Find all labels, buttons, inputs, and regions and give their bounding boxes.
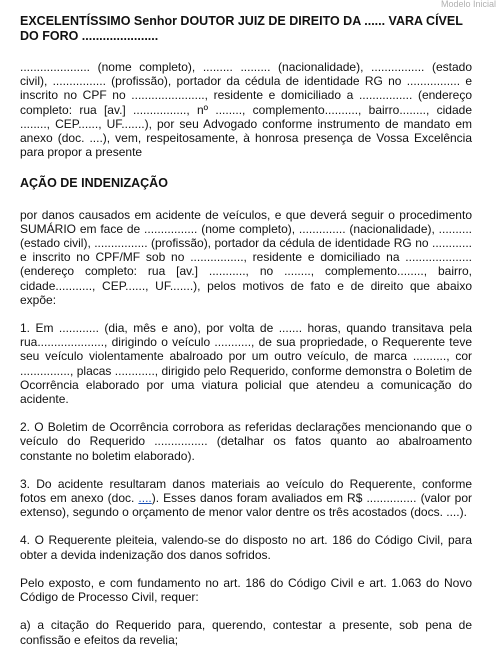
document-reference-link[interactable]: .... — [138, 491, 152, 506]
fact-paragraph-3-end: ). Esses danos foram avaliados em R$ ............... (valor por extenso), segundo o orçamento de menor valor dentre os três acostados (docs. ....). — [20, 491, 473, 520]
corner-watermark: Modelo Inicial — [440, 0, 496, 9]
fact-paragraph-1: 1. Em ............ (dia, mês e ano), por volta de ....... horas, quando transitava pela rua...................., dirigindo o veículo ..........., de sua propriedade, o Requerente teve seu veículo violentamente abalroado por um outro veículo, de marca .........., cor ..............., placas ............, dirigido pelo Requerido, conforme demonstra o Boletim de Ocorrência elaborado por uma viatura policial que atendeu a comunicação do acidente. — [20, 321, 472, 407]
request-item-a: a) a citação do Requerido para, querendo, contestar a presente, sob pena de confissão e efeitos da revelia; — [20, 618, 472, 647]
fact-paragraph-3-start: 3. Do acidente resultaram danos materiais ao veículo do Requerente, conforme fotos em anexo (doc. — [20, 476, 472, 506]
fact-paragraph-2: 2. O Boletim de Ocorrência corrobora as referidas declarações mencionando que o veículo do Requerido ................ (detalhar os fatos quanto ao abalroamento constante no boletim elaborado). — [20, 420, 472, 463]
section-title: AÇÃO DE INDENIZAÇÃO — [20, 176, 168, 191]
request-intro-paragraph: Pelo exposto, e com fundamento no art. 186 do Código Civil e art. 1.063 do Novo Código de Processo Civil, requer: — [20, 575, 472, 605]
document-heading: EXCELENTÍSSIMO Senhor DOUTOR JUIZ DE DIREITO DA ...... VARA CÍVEL DO FORO ...................... — [20, 14, 463, 43]
fact-paragraph-3 — [20, 477, 472, 520]
fact-paragraph-4: 4. O Requerente pleiteia, valendo-se do disposto no art. 186 do Código Civil, para obter a devida indenização dos danos sofridos. — [20, 533, 472, 562]
document-page — [20, 0, 472, 647]
parties-paragraph: por danos causados em acidente de veículos, e que deverá seguir o procedimento SUMÁRIO em face de ................ (nome completo), .............. (nacionalidade), .......... (estado civil), ................ (profissão), portador da cédula de identidade RG no ............ e inscrito no CPF/MF sob no ................, residente e domiciliado na .................... (endereço completo: rua [av.] ..........., no ........, complemento........, bairro, cidade..........., CEP......, UF.......), pelos motivos de fato e de direito que abaixo expõe: — [20, 207, 472, 307]
intro-paragraph: ..................... (nome completo), ......... ......... (nacionalidade), ................ (estado civil), ................ (profissão), portador da cédula de identidade RG no ................ e inscrito no CPF no ......................, residente e domiciliado a ................ (endereço completo: rua [av.] ................, nº ........, complemento.........., bairro........, cidade ........, CEP......, UF.......), por seu Advogado conforme instrumento de mandato em anexo (doc. ....), vem, respeitosamente, à honrosa presença de Vossa Excelência para propor a presente — [20, 60, 472, 160]
